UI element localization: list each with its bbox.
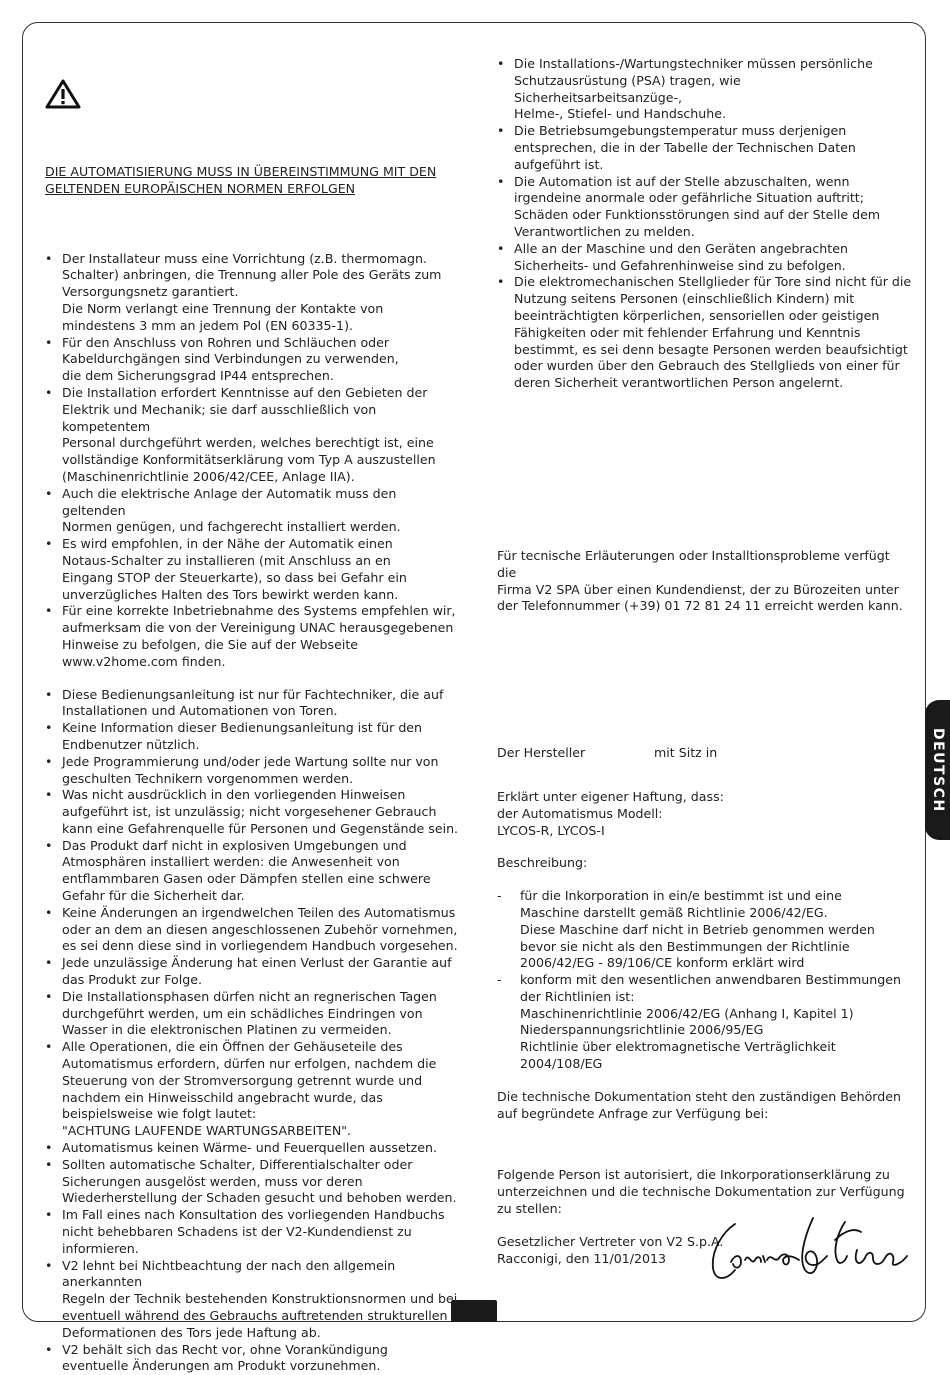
- list-item: • Die Betriebsumgebungstemperatur muss derjenigen entsprechen, die in der Tabelle der Technischen Daten aufgeführt ist.: [497, 123, 912, 173]
- warning-icon: [45, 79, 81, 109]
- signature-image: [705, 1210, 915, 1290]
- authorized-person-text: Folgende Person ist autorisiert, die Inkorporationserklärung zu unterzeichnen und die technische Dokumentation zur Verfügung zu stellen:: [497, 1167, 905, 1217]
- list-item: • Für den Anschluss von Rohren und Schläuchen oder Kabeldurchgängen sind Verbindungen zu verwenden, die dem Sicherungsgrad IP44 entsprechen.: [45, 335, 460, 385]
- seat-label: mit Sitz in: [654, 745, 718, 761]
- list-item: • Im Fall eines nach Konsultation des vorliegenden Handbuchs nicht behebbaren Schadens ist der V2-Kundendienst zu informieren.: [45, 1207, 460, 1257]
- list-item: • Automatismus keinen Wärme- und Feuerquellen aussetzen.: [45, 1140, 460, 1157]
- customer-service-text: Für tecnische Erläuterungen oder Installtionsprobleme verfügt die Firma V2 SPA über einen Kundendienst, der zu Bürozeiten unter der Telefonnummer (+39) 01 72 81 24 11 erreicht werden kann.: [497, 547, 903, 614]
- general-warnings-list: [45, 687, 460, 1375]
- list-item: • Jede Programmierung und/oder jede Wartung sollte nur von geschulten Technikern vorgenommen werden.: [45, 754, 460, 788]
- list-item: • Die elektromechanischen Stellglieder für Tore sind nicht für die Nutzung seitens Personen (einschließlich Kindern) mit beeinträchtigten körperlichen, sensoriellen oder geistigen Fähigkeiten oder mit fehlender Erfahrung und Kenntnis bestimmt, es sei denn besagte Personen werden beaufsichtigt oder wurden über den Gebrauch des Stellglieds von einer für deren Sicherheit verantwortlichen Person angelernt.: [497, 274, 912, 392]
- list-item: • Keine Änderungen an irgendwelchen Teilen des Automatismus oder an dem an diesen angeschlossenen Zubehör vornehmen, es sei denn diese sind in vorliegendem Handbuch vorgesehen.: [45, 905, 460, 955]
- declaration-text: Erklärt unter eigener Haftung, dass: der Automatismus Modell: LYCOS-R, LYCOS-I: [497, 788, 724, 838]
- list-item: • Was nicht ausdrücklich in den vorliegenden Hinweisen aufgeführt ist, ist unzulässig; nicht vorgesehener Gebrauch kann eine Gefahrenquelle für Personen und Gegenstände sein.: [45, 787, 460, 837]
- description-list: [497, 888, 912, 1073]
- description-label: Beschreibung:: [497, 855, 588, 871]
- list-item: - konform mit den wesentlichen anwendbaren Bestimmungen der Richtlinien ist: Maschinenrichtlinie 2006/42/EG (Anhang I, Kapitel 1) Niederspannungsrichtlinie 2006/95/EG Richtlinie über elektromagnetische Verträglichkeit 2004/108/EG: [497, 972, 912, 1073]
- list-item: • Alle Operationen, die ein Öffnen der Gehäuseteile des Automatismus erfordern, dürfen nur erfolgen, nachdem die Steuerung von der Stromversorgung getrennt wurde und nachdem ein Hinweisschild angebracht wurde, das beispielsweise wie folgt lautet: "ACHTUNG LAUFENDE WARTUNGSARBEITEN".: [45, 1039, 460, 1140]
- technical-documentation-text: Die technische Dokumentation steht den zuständigen Behörden auf begründete Anfrage zur Verfügung bei:: [497, 1088, 901, 1121]
- right-column: [497, 56, 912, 1267]
- list-item: • V2 behält sich das Recht vor, ohne Vorankündigung eventuelle Änderungen am Produkt vorzunehmen.: [45, 1342, 460, 1375]
- left-column: [45, 164, 460, 1375]
- list-item: • Für eine korrekte Inbetriebnahme des Systems empfehlen wir, aufmerksam die von der Vereinigung UNAC herausgegebenen Hinweise zu befolgen, die Sie auf der Webseite www.v2home.com finden.: [45, 603, 460, 670]
- manufacturer-row: [497, 745, 912, 762]
- installation-warnings-list: [45, 251, 460, 671]
- list-item: • Keine Information dieser Bedienungsanleitung ist für den Endbenutzer nützlich.: [45, 720, 460, 754]
- list-item: • Sollten automatische Schalter, Differentialschalter oder Sicherungen ausgelöst werden, muss vor deren Wiederherstellung der Schaden gesucht und behoben werden.: [45, 1157, 460, 1207]
- list-item: • Alle an der Maschine und den Geräten angebrachten Sicherheits- und Gefahrenhinweise sind zu befolgen.: [497, 241, 912, 275]
- list-item: • Die Installation erfordert Kenntnisse auf den Gebieten der Elektrik und Mechanik; sie darf ausschließlich von kompetentem Personal durchgeführt werden, welches berechtigt ist, eine vollständige Konformitätserklärung vom Typ A auszustellen (Maschinenrichtlinie 2006/42/CEE, Anlage IIA).: [45, 385, 460, 486]
- list-item: • Das Produkt darf nicht in explosiven Umgebungen und Atmosphären installiert werden: die Anwesenheit von entflammbaren Gasen oder Dämpfen stellen eine schwere Gefahr für die Sicherheit dar.: [45, 838, 460, 905]
- manufacturer-label: Der Hersteller: [497, 745, 586, 761]
- list-item: • Es wird empfohlen, in der Nähe der Automatik einen Notaus-Schalter zu installieren (mit Anschluss an en Eingang STOP der Steuerkarte), so dass bei Gefahr ein unverzügliches Halten des Tors bewirkt werden kann.: [45, 536, 460, 603]
- representative-text: Gesetzlicher Vertreter von V2 S.p.A. Racconigi, den 11/01/2013: [497, 1233, 724, 1266]
- list-item: • Jede unzulässige Änderung hat einen Verlust der Garantie auf das Produkt zur Folge.: [45, 955, 460, 989]
- language-side-tab-label: DEUTSCH: [930, 727, 946, 813]
- list-item: • Die Automation ist auf der Stelle abzuschalten, wenn irgendeine anormale oder gefährliche Situation auftritt; Schäden oder Funktionsstörungen sind auf der Stelle dem Verantwortlichen zu melden.: [497, 174, 912, 241]
- list-item: • Die Installations-/Wartungstechniker müssen persönliche Schutzausrüstung (PSA) tragen, wie Sicherheitsarbeitsanzüge-, Helme-, Stiefel- und Handschuhe.: [497, 56, 912, 123]
- list-item: • Diese Bedienungsanleitung ist nur für Fachtechniker, die auf Installationen und Automationen von Toren.: [45, 687, 460, 721]
- list-item: • Die Installationsphasen dürfen nicht an regnerischen Tagen durchgeführt werden, um ein schädliches Eindringen von Wasser in die elektronischen Platinen zu vermeiden.: [45, 989, 460, 1039]
- list-item: - für die Inkorporation in ein/e bestimmt ist und eine Maschine darstellt gemäß Richtlinie 2006/42/EG. Diese Maschine darf nicht in Betrieb genommen werden bevor sie nicht als den Bestimmungen der Richtlinie 2006/42/EG - 89/106/CE konform erklärt wird: [497, 888, 912, 972]
- list-item: • V2 lehnt bei Nichtbeachtung der nach den allgemein anerkannten Regeln der Technik bestehenden Konstruktionsnormen und bei eventuell während des Gebrauchs auftretenden strukturellen Deformationen des Tors jede Haftung ab.: [45, 1258, 460, 1342]
- safety-list: [497, 56, 912, 392]
- compliance-heading: DIE AUTOMATISIERUNG MUSS IN ÜBEREINSTIMMUNG MIT DEN GELTENDEN EUROPÄISCHEN NORMEN ERFOLGEN: [45, 164, 437, 196]
- list-item: • Auch die elektrische Anlage der Automatik muss den geltenden Normen genügen, und fachgerecht installiert werden.: [45, 486, 460, 536]
- list-item: • Der Installateur muss eine Vorrichtung (z.B. thermomagn. Schalter) anbringen, die Trennung aller Pole des Geräts zum Versorgungsnetz garantiert. Die Norm verlangt eine Trennung der Kontakte von mindestens 3 mm an jedem Pol (EN 60335-1).: [45, 251, 460, 335]
